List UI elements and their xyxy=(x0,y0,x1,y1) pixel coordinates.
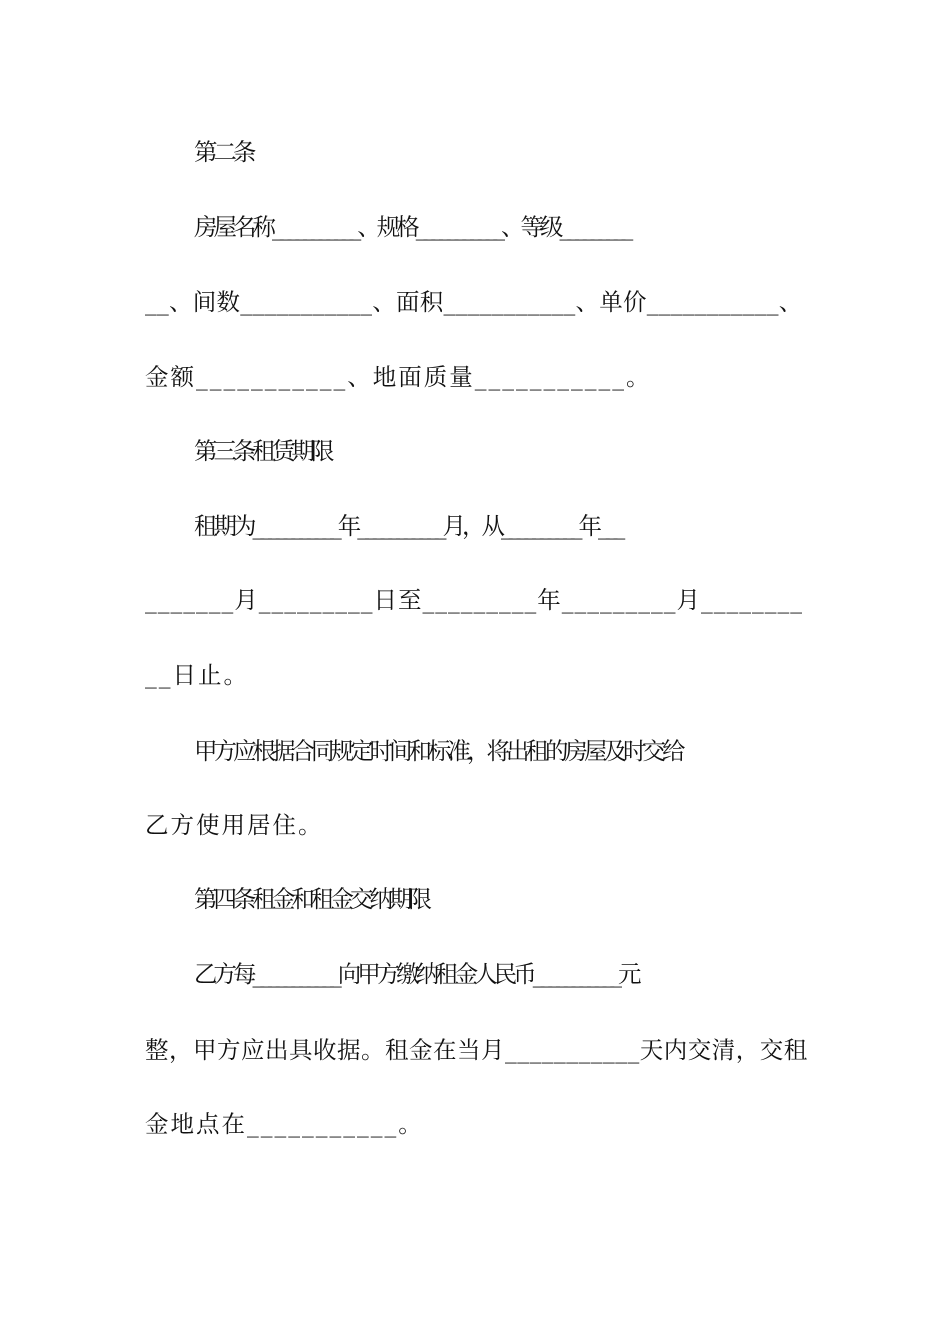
article-4-line-1: 乙方每___________向甲方缴纳租金人民币___________元 xyxy=(194,960,638,988)
article-2-line-1: 房屋名称___________、规格___________、等级_________ xyxy=(194,213,630,241)
article-3-line-4: 甲方应根据合同规定时间和标准，将出租的房屋及时交给 xyxy=(194,737,682,765)
article-3-line-5: 乙方使用居住。 xyxy=(145,811,324,839)
article-3-line-1: 租期为___________年___________月，从__________年___ xyxy=(194,512,622,540)
article-2-line-2: __、间数___________、面积___________、单价___________、 xyxy=(145,288,803,316)
article-3-line-2: _______月_________日至_________年_________月________ xyxy=(145,586,803,614)
article-3-heading: 第三条租赁期限 xyxy=(194,437,331,465)
article-3-line-3: __日止。 xyxy=(145,661,249,689)
article-4-heading: 第四条租金和租金交纳期限 xyxy=(194,885,428,913)
article-2-heading: 第二条 xyxy=(194,138,253,166)
article-4-line-2: 整，甲方应出具收据。租金在当月___________天内交清，交租 xyxy=(145,1036,808,1064)
article-2-line-3: 金额___________、地面质量___________。 xyxy=(145,363,652,391)
article-4-line-3: 金地点在___________。 xyxy=(145,1110,424,1138)
